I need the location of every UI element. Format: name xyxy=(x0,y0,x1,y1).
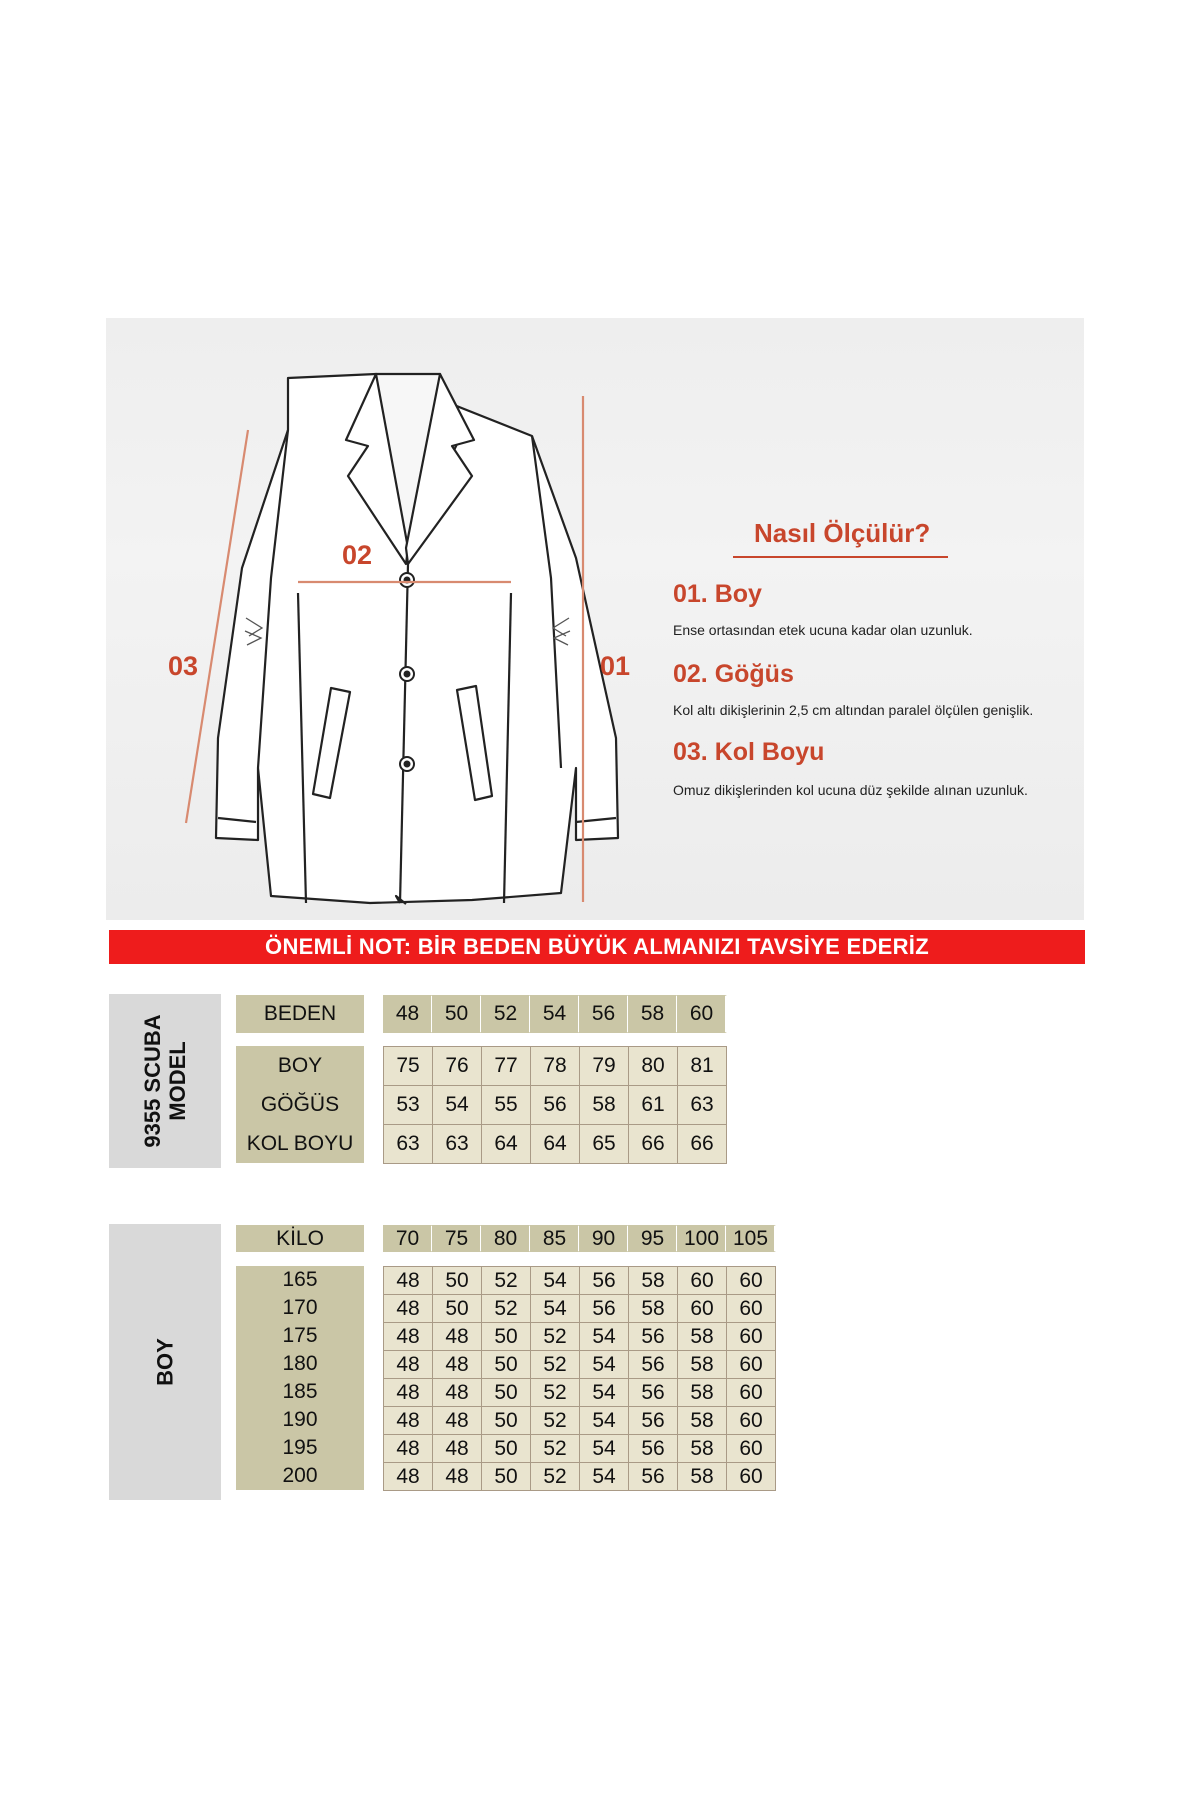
header-cell: 60 xyxy=(677,995,727,1033)
table-cell: 52 xyxy=(530,1434,580,1463)
header-cell: 48 xyxy=(383,995,433,1033)
header-cell: 70 xyxy=(383,1225,433,1252)
table-cell: 56 xyxy=(628,1406,678,1435)
header-cell: 58 xyxy=(628,995,678,1033)
header-cell: 105 xyxy=(726,1225,776,1252)
table-cell: 58 xyxy=(677,1462,727,1491)
table-cell: 63 xyxy=(677,1085,727,1125)
table-cell: 65 xyxy=(579,1124,629,1164)
coat-illustration xyxy=(106,318,1084,920)
table-cell: 56 xyxy=(628,1350,678,1379)
table-cell: 52 xyxy=(530,1350,580,1379)
table-cell: 54 xyxy=(579,1350,629,1379)
table-cell: 54 xyxy=(579,1378,629,1407)
row-label: 200 xyxy=(236,1462,364,1490)
kilo-header-label: KİLO xyxy=(236,1225,364,1252)
table-cell: 52 xyxy=(530,1462,580,1491)
table-cell: 48 xyxy=(432,1434,482,1463)
beden-header-label: BEDEN xyxy=(236,995,364,1033)
table-cell: 48 xyxy=(383,1462,433,1491)
table-cell: 58 xyxy=(677,1406,727,1435)
table-cell: 52 xyxy=(481,1266,531,1295)
table-cell: 52 xyxy=(481,1294,531,1323)
table-cell: 61 xyxy=(628,1085,678,1125)
measure-desc-kol-boyu: Omuz dikişlerinden kol ucuna düz şekilde alınan uzunluk. xyxy=(673,782,1028,798)
table-cell: 58 xyxy=(677,1434,727,1463)
table-cell: 60 xyxy=(677,1294,727,1323)
table-cell: 48 xyxy=(432,1322,482,1351)
header-cell: 90 xyxy=(579,1225,629,1252)
table-cell: 50 xyxy=(481,1406,531,1435)
boy-side-label: BOY xyxy=(152,1338,178,1386)
table-cell: 48 xyxy=(383,1406,433,1435)
measure-title-boy: 01. Boy xyxy=(673,580,762,608)
table-cell: 60 xyxy=(726,1350,776,1379)
table-cell: 50 xyxy=(481,1434,531,1463)
table-cell: 60 xyxy=(726,1322,776,1351)
table-cell: 50 xyxy=(432,1266,482,1295)
model-name: 9355 SCUBA xyxy=(140,1014,165,1148)
table-cell: 48 xyxy=(383,1434,433,1463)
table-cell: 54 xyxy=(579,1322,629,1351)
how-to-measure-title: Nasıl Ölçülür? xyxy=(754,518,931,548)
table-cell: 64 xyxy=(530,1124,580,1164)
table-cell: 58 xyxy=(628,1294,678,1323)
table-cell: 56 xyxy=(628,1378,678,1407)
table-cell: 48 xyxy=(432,1406,482,1435)
beden-header-row xyxy=(383,995,727,1033)
sleeve-label: 03 xyxy=(168,651,199,681)
table-cell: 64 xyxy=(481,1124,531,1164)
table-cell: 76 xyxy=(432,1046,482,1086)
header-cell: 75 xyxy=(432,1225,482,1252)
table-cell: 56 xyxy=(579,1266,629,1295)
row-label: KOL BOYU xyxy=(236,1124,364,1163)
table-cell: 48 xyxy=(383,1322,433,1351)
row-label: 180 xyxy=(236,1350,364,1378)
table-cell: 60 xyxy=(726,1462,776,1491)
table-cell: 56 xyxy=(628,1322,678,1351)
row-label: BOY xyxy=(236,1046,364,1085)
table-cell: 52 xyxy=(530,1378,580,1407)
table-cell: 80 xyxy=(628,1046,678,1086)
row-label: 170 xyxy=(236,1294,364,1322)
table-cell: 58 xyxy=(628,1266,678,1295)
length-label: 01 xyxy=(600,651,631,681)
table-cell: 60 xyxy=(726,1434,776,1463)
table-cell: 81 xyxy=(677,1046,727,1086)
table-cell: 53 xyxy=(383,1085,433,1125)
model-word: MODEL xyxy=(165,1041,190,1121)
header-cell: 50 xyxy=(432,995,482,1033)
table-cell: 75 xyxy=(383,1046,433,1086)
table-cell: 52 xyxy=(530,1322,580,1351)
table-cell: 60 xyxy=(726,1266,776,1295)
table-cell: 58 xyxy=(677,1322,727,1351)
table-cell: 54 xyxy=(530,1266,580,1295)
table-cell: 56 xyxy=(530,1085,580,1125)
table-cell: 56 xyxy=(628,1462,678,1491)
header-cell: 54 xyxy=(530,995,580,1033)
table-cell: 58 xyxy=(677,1350,727,1379)
measure-title-kol-boyu: 03. Kol Boyu xyxy=(673,738,825,766)
table-cell: 54 xyxy=(579,1462,629,1491)
header-cell: 100 xyxy=(677,1225,727,1252)
table-cell: 50 xyxy=(481,1462,531,1491)
table-cell: 58 xyxy=(579,1085,629,1125)
table-cell: 50 xyxy=(481,1350,531,1379)
table-cell: 48 xyxy=(383,1266,433,1295)
chest-label: 02 xyxy=(342,540,373,570)
table-cell: 48 xyxy=(432,1462,482,1491)
table-cell: 48 xyxy=(432,1378,482,1407)
model-side-label xyxy=(140,1014,190,1147)
title-underline xyxy=(733,556,948,558)
table-cell: 50 xyxy=(481,1378,531,1407)
table-cell: 60 xyxy=(726,1378,776,1407)
header-cell: 80 xyxy=(481,1225,531,1252)
model-side-label-box xyxy=(109,994,221,1168)
boy-side-label-box xyxy=(109,1224,221,1500)
header-cell: 85 xyxy=(530,1225,580,1252)
table-cell: 60 xyxy=(677,1266,727,1295)
table-cell: 63 xyxy=(432,1124,482,1164)
table-cell: 54 xyxy=(530,1294,580,1323)
table-cell: 66 xyxy=(628,1124,678,1164)
table-cell: 66 xyxy=(677,1124,727,1164)
table-cell: 54 xyxy=(579,1406,629,1435)
table-cell: 55 xyxy=(481,1085,531,1125)
table-cell: 48 xyxy=(383,1294,433,1323)
table-cell: 63 xyxy=(383,1124,433,1164)
table-cell: 78 xyxy=(530,1046,580,1086)
measure-desc-gogus: Kol altı dikişlerinin 2,5 cm altından paralel ölçülen genişlik. xyxy=(673,702,1034,718)
row-label: 175 xyxy=(236,1322,364,1350)
row-label: 165 xyxy=(236,1266,364,1294)
table-cell: 56 xyxy=(628,1434,678,1463)
measurement-diagram-panel xyxy=(106,318,1084,920)
row-label: GÖĞÜS xyxy=(236,1085,364,1124)
table-cell: 79 xyxy=(579,1046,629,1086)
table-cell: 77 xyxy=(481,1046,531,1086)
table-cell: 60 xyxy=(726,1294,776,1323)
measure-title-gogus: 02. Göğüs xyxy=(673,660,794,688)
row-label: 195 xyxy=(236,1434,364,1462)
header-cell: 95 xyxy=(628,1225,678,1252)
header-cell: 56 xyxy=(579,995,629,1033)
kilo-header-row xyxy=(383,1225,776,1252)
row-label: 190 xyxy=(236,1406,364,1434)
header-cell: 52 xyxy=(481,995,531,1033)
row-label: 185 xyxy=(236,1378,364,1406)
important-note-banner: ÖNEMLİ NOT: BİR BEDEN BÜYÜK ALMANIZI TAVSİYE EDERİZ xyxy=(109,930,1085,964)
table-cell: 56 xyxy=(579,1294,629,1323)
table-cell: 52 xyxy=(530,1406,580,1435)
table-cell: 58 xyxy=(677,1378,727,1407)
measure-desc-boy: Ense ortasından etek ucuna kadar olan uzunluk. xyxy=(673,622,973,638)
table-cell: 48 xyxy=(383,1378,433,1407)
table-cell: 54 xyxy=(432,1085,482,1125)
table-cell: 54 xyxy=(579,1434,629,1463)
table-cell: 60 xyxy=(726,1406,776,1435)
table-cell: 48 xyxy=(432,1350,482,1379)
table-cell: 48 xyxy=(383,1350,433,1379)
table-cell: 50 xyxy=(432,1294,482,1323)
table-cell: 50 xyxy=(481,1322,531,1351)
